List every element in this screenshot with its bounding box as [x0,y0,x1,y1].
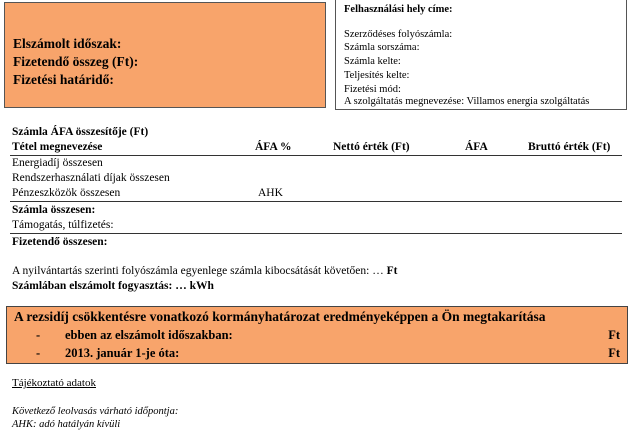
savings-heading: A rezsidíj csökkentésre vonatkozó kormányhatározat eredményeképpen a Ön megtakarítása [14,309,546,324]
col-header-item-name: Tétel megnevezése [12,141,103,153]
due-date-label: Fizetési határidő: [13,72,114,87]
savings-box [6,306,628,364]
consumption-place-box [335,0,627,110]
info-link[interactable]: Tájékoztató adatok [12,377,96,389]
col-header-net-value: Nettó érték (Ft) [333,141,410,153]
savings-row-period-unit: Ft [608,328,620,342]
payable-total-label: Fizetendő összesen: [12,236,108,248]
vat-table-title: Számla ÁFA összesítője (Ft) [12,126,149,138]
invoice-total-label: Számla összesen: [12,204,96,216]
savings-row-period-dash: - [36,328,41,342]
table-row-network-fees: Rendszerhasználati díjak összesen [12,172,170,184]
table-row-funds-vat: AHK [258,187,283,199]
billing-period-label: Elszámolt időszak: [13,36,122,51]
table-row-funds: Pénzeszközök összesen [12,187,121,199]
ahk-note: AHK: adó hatályán kívüli [12,419,121,430]
invoice-date-label: Számla kelte: [344,56,401,67]
consumption-place-title: Felhasználási hely címe: [344,4,453,15]
subsidy-label: Támogatás, túlfizetés: [12,219,114,231]
subsidy-rule [10,233,622,234]
balance-note: A nyilvántartás szerinti folyószámla egyenlege számla kibocsátását követően: … Ft [12,265,398,277]
table-header-rule [10,155,622,156]
table-row-energy: Energiadíj összesen [12,157,103,169]
savings-row-period-label: ebben az elszámolt időszakban: [65,328,233,342]
billing-summary-box [4,2,326,108]
savings-row-since-dash: - [36,346,41,360]
invoice-number-label: Számla sorszáma: [344,42,420,53]
contract-account-label: Szerződéses folyószámla: [344,29,453,40]
consumption-note: Számlában elszámolt fogyasztás: … kWh [12,280,214,292]
savings-row-since-unit: Ft [608,346,620,360]
payment-method-label: Fizetési mód: [344,84,401,95]
savings-row-since-label: 2013. január 1-je óta: [65,346,180,360]
performance-date-label: Teljesítés kelte: [344,70,410,81]
service-name-label: A szolgáltatás megnevezése: Villamos energia szolgáltatás [344,96,590,107]
col-header-gross-value: Bruttó érték (Ft) [528,141,611,153]
amount-due-label: Fizetendő összeg (Ft): [13,54,139,69]
next-reading-note: Következő leolvasás várható időpontja: [12,406,179,417]
col-header-vat: ÁFA [465,141,488,153]
table-body-rule [10,201,622,202]
col-header-vat-pct: ÁFA % [255,141,292,153]
